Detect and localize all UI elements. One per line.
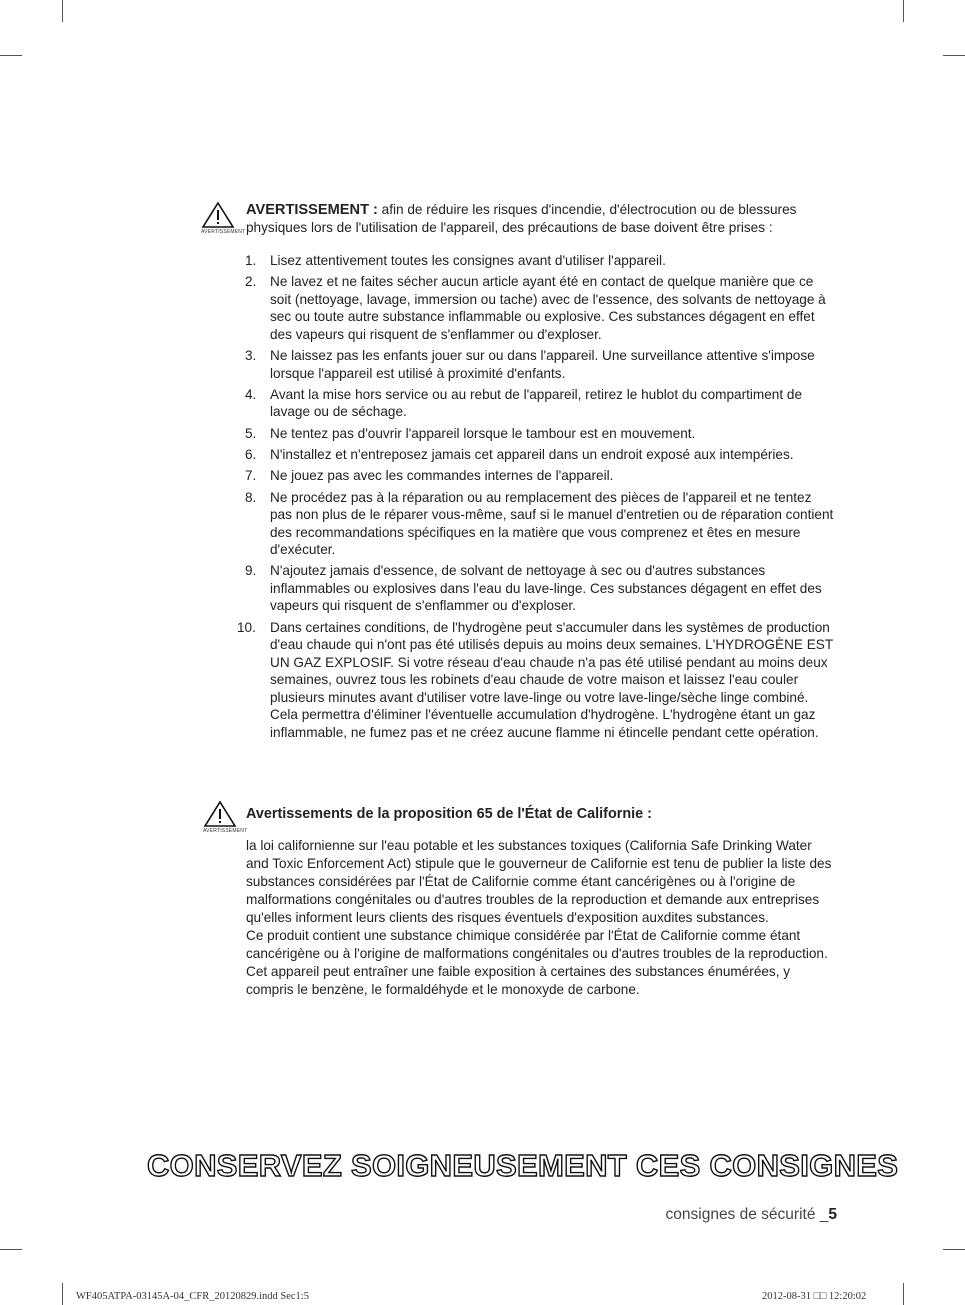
list-item <box>245 273 835 343</box>
prop65-paragraph: la loi californienne sur l'eau potable et les substances toxiques (California Safe Drinking Water and Toxic Enforcement Act) stipule que le gouverneur de Californie est tenu de publier la liste des substances considérées par l'État de Californie comme étant cancérigènes ou à l'origine de malformations congénitales ou d'autres troubles de la reproduction et demande aux entreprises qu'elles informent leurs clients des risques éventuels d'exposition auxdites substances. <box>246 838 832 925</box>
list-item <box>245 562 835 615</box>
crop-mark <box>943 55 965 56</box>
warning-icon <box>201 201 245 235</box>
item-number: 4. <box>245 386 257 402</box>
crop-mark <box>62 1283 63 1305</box>
list-item <box>245 347 835 382</box>
item-number: 5. <box>245 425 257 441</box>
list-item <box>245 467 835 485</box>
crop-mark <box>903 1283 904 1305</box>
list-item <box>245 489 835 559</box>
item-text: N'installez et n'entreposez jamais cet appareil dans un endroit exposé aux intempéries. <box>270 446 794 462</box>
page-number: 5 <box>828 1206 837 1223</box>
item-text: Ne tentez pas d'ouvrir l'appareil lorsque le tambour est en mouvement. <box>270 425 696 441</box>
item-number: 1. <box>245 253 257 268</box>
item-text: Dans certaines conditions, de l'hydrogène peut s'accumuler dans les systèmes de production d'eau chaude qui n'ont pas été utilisés depuis au moins deux semaines. L'HYDROGÈNE EST UN GAZ EXPLOSIF. Si votre réseau d'eau chaude n'a pas été utilisé pendant au moins deux semaines, ouvrez tous les robinets d'eau chaude de votre maison et laissez l'eau couler plusieurs minutes avant d'utiliser votre lave-linge ou votre lave-linge/sèche linge combiné. Cela permettra d'éliminer l'éventuelle accumulation d'hydrogène. L'hydrogène étant un gaz inflammable, ne fumez pas et ne créez aucune flamme ni étincelle pendant cette opération. <box>270 619 833 740</box>
item-text: Avant la mise hors service ou au rebut de l'appareil, retirez le hublot du compartiment de lavage ou de séchage. <box>270 386 803 420</box>
prop65-paragraph: Ce produit contient une substance chimique considérée par l'État de Californie comme étant cancérigène ou à l'origine de malformations congénitales ou d'autres troubles de la reproduction. Cet appareil peut entraîner une faible exposition à certaines des substances énumérées, y compris le benzène, le formaldéhyde et le monoxyde de carbone. <box>246 928 828 997</box>
list-item <box>245 252 835 270</box>
safety-list <box>237 252 835 745</box>
item-number: 10. <box>237 619 256 635</box>
warning-heading: AVERTISSEMENT : <box>246 202 378 218</box>
crop-mark <box>62 0 63 22</box>
item-text: Ne lavez et ne faites sécher aucun article ayant été en contact de quelque manière que ce soit (nettoyage, lavage, immersion ou tache) avec de l'essence, des solvants de nettoyage à sec ou toute autre substance inflammable ou explosive. Ces substances dégagent en effet des vapeurs qui risquent de s'enflammer ou d'exploser. <box>270 274 826 342</box>
crop-mark <box>0 55 22 56</box>
warning-text: afin de réduire les risques d'incendie, d'électrocution ou de blessures physiques lors de l'utilisation de l'appareil, des précautions de base doivent être prises : <box>246 202 797 235</box>
page-footer <box>666 1206 837 1224</box>
page-title: CONSERVEZ SOIGNEUSEMENT CES CONSIGNES <box>147 1148 899 1183</box>
warning-icon-label: AVERTISSEMENT <box>201 229 246 235</box>
prop65-body <box>246 837 836 999</box>
item-number: 2. <box>245 274 257 290</box>
item-number: 7. <box>245 468 257 484</box>
item-text: Ne jouez pas avec les commandes internes de l'appareil. <box>270 468 614 484</box>
print-slug-date: 2012-08-31 □□ 12:20:02 <box>762 1291 867 1302</box>
print-slug-file: WF405ATPA-03145A-04_CFR_20120829.indd Sec1:5 <box>76 1291 309 1302</box>
list-item <box>245 386 835 421</box>
section-name: consignes de sécurité _ <box>665 1206 829 1223</box>
warning-paragraph <box>246 201 836 237</box>
item-text: Lisez attentivement toutes les consignes avant d'utiliser l'appareil. <box>270 253 666 268</box>
item-text: N'ajoutez jamais d'essence, de solvant de nettoyage à sec ou d'autres substances inflammables ou explosives dans l'eau du lave-linge. Ces substances dégagent en effet des vapeurs qui risquent de s'enflammer ou d'exploser. <box>270 563 822 614</box>
item-text: Ne procédez pas à la réparation ou au remplacement des pièces de l'appareil et ne tentez pas non plus de le réparer vous-même, sauf si le manuel d'entretien ou de réparation contient des recommandations spécifiques en la matière que vous comprenez et êtes en mesure d'exécuter. <box>270 489 834 558</box>
warning-icon <box>203 800 247 834</box>
prop65-title: Avertissements de la proposition 65 de l'État de Californie : <box>246 806 652 822</box>
item-number: 8. <box>245 489 257 505</box>
item-number: 6. <box>245 446 257 462</box>
list-item <box>237 619 835 742</box>
list-item <box>245 425 835 443</box>
crop-mark <box>0 1249 22 1250</box>
crop-mark <box>943 1249 965 1250</box>
item-number: 9. <box>245 563 257 579</box>
item-number: 3. <box>245 348 257 364</box>
crop-mark <box>903 0 904 22</box>
item-text: Ne laissez pas les enfants jouer sur ou dans l'appareil. Une surveillance attentive s'impose lorsque l'appareil est utilisé à proximité d'enfants. <box>270 348 815 381</box>
list-item <box>245 446 835 464</box>
warning-icon-label: AVERTISSEMENT <box>203 828 248 834</box>
